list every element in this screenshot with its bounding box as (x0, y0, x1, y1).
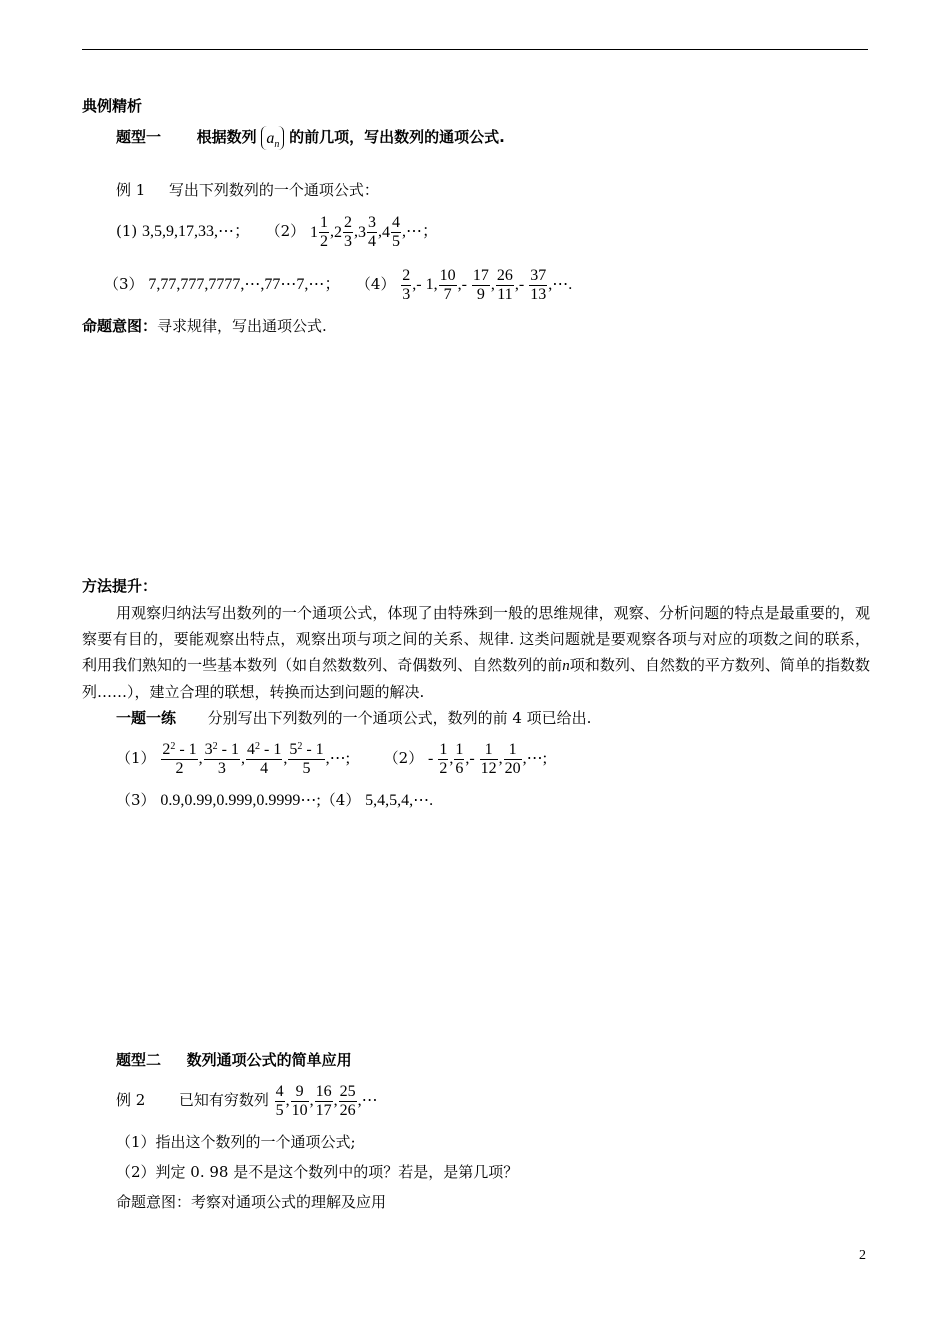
item4-fraction-5: $\frac{37}{13}$ (530, 266, 547, 303)
mixed-number: 4 $\frac{4}{5}$ (381, 214, 400, 250)
item4-fraction-4: $\frac{26}{11}$ (496, 266, 513, 303)
item2-sequence: 1 $\frac{1}{2}$ ,2 $\frac{2}{3}$ ,3 $\frac{3}{4}$ ,4 $\frac{4}{5}$ ,⋯； (310, 222, 438, 240)
practice-fraction: $\frac{3^2 - 1}{3}$ (204, 740, 239, 777)
practice-fraction: $\frac{1}{12}$ (480, 740, 497, 777)
example2-line (116, 1080, 378, 1121)
item4-label: （4） (355, 275, 396, 293)
practice-fraction: $\frac{1}{2}$ (439, 740, 448, 777)
method-paragraph: 用观察归纳法写出数列的一个通项公式，体现了由特殊到一般的思维规律，观察、分析问题的特点是最重要的，观察要有目的，要能观察出特点，观察出项与项之间的关系、规律. 这类问题就是要观察各项与对应的项数之间的联系，利用我们熟知的一些基本数列（如自然数数列、奇偶数列、自然数列的前n项和数列、自然数的平方数列、简单的指数数列……），建立合理的联想，转换而达到问题的解决. (82, 604, 870, 701)
mixed-number: 1 $\frac{1}{2}$ (309, 214, 328, 250)
example2-question-1: （1）指出这个数列的一个通项公式; (116, 1133, 356, 1151)
mixed-number: 3 $\frac{3}{4}$ (357, 214, 376, 250)
item4-fraction-1: $\frac{2}{3}$ (402, 266, 411, 303)
practice-item3-label: （3） (116, 791, 156, 809)
item4-fraction-3: $\frac{17}{9}$ (472, 266, 489, 303)
practice-fraction: $\frac{5^2 - 1}{5}$ (289, 740, 324, 777)
practice-fraction: $\frac{1}{6}$ (455, 740, 464, 777)
item4-mid: ,- 1, (412, 276, 438, 293)
mixed-fraction: $\frac{4}{5}$ (391, 214, 400, 250)
example2-fraction: $\frac{16}{17}$ (315, 1082, 332, 1119)
example1-items-1-2 (116, 211, 438, 253)
mixed-fraction: $\frac{2}{3}$ (343, 214, 352, 250)
example2-label: 例 2 (116, 1091, 146, 1109)
practice-items-3-4 (116, 790, 433, 811)
practice-fraction: $\frac{1}{20}$ (504, 740, 521, 777)
practice-item1-sequence: $\frac{2^2 - 1}{2}$ , $\frac{3^2 - 1}{3}$ , $\frac{4^2 - 1}{4}$ , $\frac{5^2 - 1}{5}$ ,⋯; (162, 740, 351, 777)
mixed-fraction: $\frac{3}{4}$ (367, 214, 376, 250)
intent-text: 寻求规律，写出通项公式. (157, 317, 327, 335)
practice-heading (116, 708, 591, 728)
type1-title-post: 的前几项，写出数列的通项公式. (289, 128, 505, 146)
item4-tail: ,⋯. (548, 276, 573, 293)
type1-title-pre: 根据数列 (196, 128, 257, 146)
example1-text: 写出下列数列的一个通项公式： (168, 181, 379, 199)
type2-heading (116, 1050, 352, 1070)
practice-item1-label: （1） (116, 749, 156, 767)
practice-items-1-2 (116, 738, 547, 779)
example1-items-3-4: （3） 7,77,777,7777,⋯,77⋯7,⋯； （4） $\frac{2}{3}$ ,- 1, $\frac{10}{7}$ ,- $\frac{17}{9}$ , $\frac{26}{11}$ ,- $\frac{37}{13}$ ,⋯. (104, 266, 573, 303)
type2-label: 题型二 (116, 1051, 162, 1069)
type1-heading (116, 126, 505, 150)
section-title: 典例精析 (82, 97, 143, 115)
practice-fraction: $\frac{2^2 - 1}{2}$ (162, 740, 197, 777)
item1-label: (1) (116, 222, 138, 240)
item3-label: （3） (104, 275, 144, 293)
item4-fraction-2: $\frac{10}{7}$ (439, 266, 456, 303)
example2-fraction: $\frac{9}{10}$ (291, 1082, 308, 1119)
practice-item2-sequence: - $\frac{1}{2}$ , $\frac{1}{6}$ ,- $\frac{1}{12}$ , $\frac{1}{20}$ ,⋯; (427, 740, 548, 777)
page-number: 2 (859, 1248, 866, 1263)
method-label: 方法提升： (82, 577, 158, 595)
practice-item4-label: （4） (320, 791, 361, 809)
mixed-fraction: $\frac{1}{2}$ (319, 214, 328, 250)
type1-label: 题型一 (116, 128, 162, 146)
practice-label: 一题一练 (116, 709, 177, 727)
header-rule (82, 49, 868, 50)
practice-text: 分别写出下列数列的一个通项公式，数列的前 4 项已给出. (207, 709, 592, 727)
practice-item3-sequence: 0.9,0.99,0.999,0.9999⋯; (160, 792, 321, 809)
sequence-symbol: $a_n$ (261, 126, 284, 150)
example2-fraction: $\frac{25}{26}$ (339, 1082, 356, 1119)
item1-sequence: 3,5,9,17,33,⋯； (142, 223, 251, 240)
example2-fraction: $\frac{4}{5}$ (275, 1082, 284, 1119)
example2-sequence: $\frac{4}{5}$ , $\frac{9}{10}$ , $\frac{16}{17}$ , $\frac{25}{26}$ ,⋯ (275, 1082, 378, 1119)
example1-label: 例 1 (116, 181, 146, 199)
example2-question-2: （2）判定 0. 98 是不是这个数列中的项？若是，是第几项？ (116, 1163, 519, 1181)
mixed-number: 2 $\frac{2}{3}$ (333, 214, 352, 250)
type1-intent (82, 316, 327, 336)
example2-intent: 命题意图：考察对通项公式的理解及应用 (116, 1193, 387, 1211)
item2-label: （2） (265, 222, 306, 240)
example2-text: 已知有穷数列 (178, 1091, 269, 1109)
example1-line (116, 180, 379, 200)
practice-fraction: $\frac{4^2 - 1}{4}$ (246, 740, 282, 777)
intent-label: 命题意图： (82, 317, 158, 335)
type2-title: 数列通项公式的简单应用 (186, 1051, 352, 1069)
item3-sequence: 7,77,777,7777,⋯,77⋯7,⋯； (148, 276, 341, 293)
practice-item2-label: （2） (383, 749, 424, 767)
practice-item4-sequence: 5,4,5,4,⋯. (365, 792, 434, 809)
